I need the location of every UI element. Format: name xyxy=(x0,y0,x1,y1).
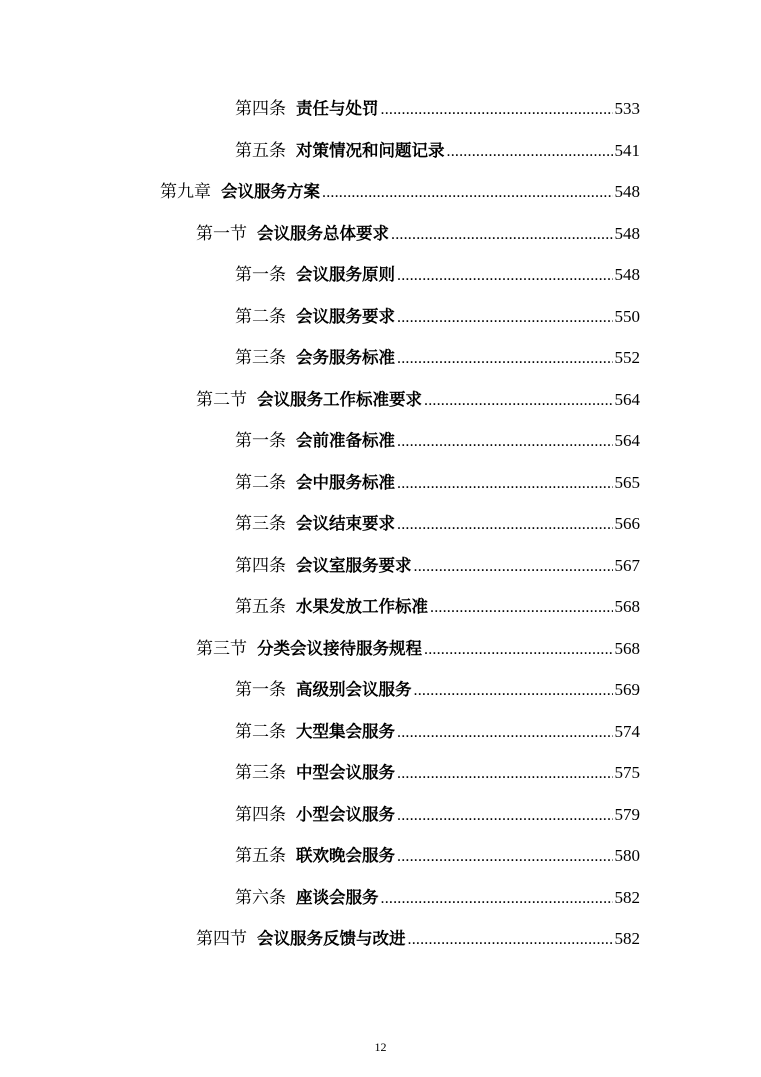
toc-entry-page: 548 xyxy=(614,265,640,284)
toc-entry-page: 569 xyxy=(614,680,640,699)
toc-entry-number: 第四节 xyxy=(196,929,247,949)
toc-entry xyxy=(196,638,640,660)
toc-entry-number: 第六条 xyxy=(235,888,286,908)
toc-entry-number: 第一条 xyxy=(235,431,286,451)
toc-entry xyxy=(196,389,640,411)
toc-entry-title: 对策情况和问题记录 xyxy=(296,141,445,160)
toc-entry-page: 568 xyxy=(614,639,640,658)
toc-entry-number: 第三节 xyxy=(196,639,247,659)
toc-entry xyxy=(235,555,640,577)
toc-entry xyxy=(235,306,640,328)
toc-entry-number: 第一节 xyxy=(196,224,247,244)
toc-entry-title: 会议服务总体要求 xyxy=(257,224,389,243)
toc-entry-title: 联欢晚会服务 xyxy=(296,846,395,865)
toc-entry-number: 第四条 xyxy=(235,99,286,119)
toc-entry-page: 582 xyxy=(614,929,640,948)
toc-entry xyxy=(235,721,640,743)
toc-entry-title: 中型会议服务 xyxy=(296,763,395,782)
toc-dot-leader xyxy=(381,888,613,910)
toc-dot-leader xyxy=(397,265,613,287)
toc-entry-number: 第二条 xyxy=(235,307,286,327)
toc-entry-number: 第二条 xyxy=(235,473,286,493)
toc-entry-page: 580 xyxy=(614,846,640,865)
toc-entry-title: 会务服务标准 xyxy=(296,348,395,367)
toc-entry-number: 第一条 xyxy=(235,265,286,285)
toc-entry-page: 568 xyxy=(614,597,640,616)
toc-entry-title: 会议室服务要求 xyxy=(296,556,412,575)
toc-entry-number: 第四条 xyxy=(235,556,286,576)
toc-dot-leader xyxy=(397,722,613,744)
toc-entry-title: 责任与处罚 xyxy=(296,99,379,118)
toc-dot-leader xyxy=(424,639,613,661)
toc-entry-title: 会议服务要求 xyxy=(296,307,395,326)
toc-entry-number: 第二条 xyxy=(235,722,286,742)
toc-entry-number: 第九章 xyxy=(160,182,211,202)
toc-dot-leader xyxy=(447,141,613,163)
toc-entry-title: 会议服务方案 xyxy=(221,182,320,201)
toc-entry-title: 高级别会议服务 xyxy=(296,680,412,699)
toc-entry-page: 565 xyxy=(614,473,640,492)
toc-entry-page: 582 xyxy=(614,888,640,907)
toc-entry xyxy=(235,845,640,867)
toc-entry-number: 第三条 xyxy=(235,514,286,534)
toc-entry-title: 会中服务标准 xyxy=(296,473,395,492)
toc-entry xyxy=(235,264,640,286)
toc-entry-title: 会前准备标准 xyxy=(296,431,395,450)
toc-entry xyxy=(235,596,640,618)
toc-entry xyxy=(196,928,640,950)
toc-entry-page: 579 xyxy=(614,805,640,824)
toc-entry-title: 大型集会服务 xyxy=(296,722,395,741)
toc-entry-title: 会议服务工作标准要求 xyxy=(257,390,422,409)
toc-dot-leader xyxy=(322,182,613,204)
toc-entry-page: 575 xyxy=(614,763,640,782)
toc-dot-leader xyxy=(397,805,613,827)
toc-entry-number: 第二节 xyxy=(196,390,247,410)
toc-entry-number: 第三条 xyxy=(235,348,286,368)
toc-entry-number: 第四条 xyxy=(235,805,286,825)
toc-entry xyxy=(235,679,640,701)
toc-dot-leader xyxy=(408,929,613,951)
toc-entry-page: 566 xyxy=(614,514,640,533)
toc-entry-page: 564 xyxy=(614,390,640,409)
toc-dot-leader xyxy=(430,597,613,619)
page-number: 12 xyxy=(374,1040,387,1054)
toc-dot-leader xyxy=(424,390,613,412)
toc-entry-page: 548 xyxy=(614,182,640,201)
toc-entry xyxy=(196,223,640,245)
toc-dot-leader xyxy=(397,473,613,495)
toc-entry-number: 第三条 xyxy=(235,763,286,783)
toc-entry-title: 座谈会服务 xyxy=(296,888,379,907)
toc-entry-title: 会议服务原则 xyxy=(296,265,395,284)
toc-entry-page: 550 xyxy=(614,307,640,326)
toc-dot-leader xyxy=(414,556,613,578)
toc-entry xyxy=(235,513,640,535)
toc-dot-leader xyxy=(397,514,613,536)
toc-dot-leader xyxy=(397,431,613,453)
toc-entry-title: 水果发放工作标准 xyxy=(296,597,428,616)
toc-entry-title: 会议结束要求 xyxy=(296,514,395,533)
toc-entry xyxy=(235,430,640,452)
toc-entry-page: 541 xyxy=(614,141,640,160)
toc-entry-number: 第一条 xyxy=(235,680,286,700)
toc-entry xyxy=(235,140,640,162)
toc-entry-title: 分类会议接待服务规程 xyxy=(257,639,422,658)
toc-entry xyxy=(235,887,640,909)
toc-entry xyxy=(235,472,640,494)
toc-dot-leader xyxy=(397,763,613,785)
toc-entry-number: 第五条 xyxy=(235,141,286,161)
toc-entry xyxy=(235,98,640,120)
toc-entry xyxy=(235,762,640,784)
toc-entry-page: 548 xyxy=(614,224,640,243)
toc-entry-page: 533 xyxy=(614,99,640,118)
toc-entry xyxy=(235,804,640,826)
toc-entry-page: 552 xyxy=(614,348,640,367)
toc-entry-title: 小型会议服务 xyxy=(296,805,395,824)
toc-entry-title: 会议服务反馈与改进 xyxy=(257,929,406,948)
toc-entry-number: 第五条 xyxy=(235,846,286,866)
toc-dot-leader xyxy=(397,846,613,868)
toc-dot-leader xyxy=(397,307,613,329)
toc-entry-page: 564 xyxy=(614,431,640,450)
toc-entry-number: 第五条 xyxy=(235,597,286,617)
toc-entry-page: 574 xyxy=(614,722,640,741)
toc-dot-leader xyxy=(397,348,613,370)
toc-entry-page: 567 xyxy=(614,556,640,575)
toc-entry xyxy=(160,181,640,203)
toc-entry xyxy=(235,347,640,369)
toc-dot-leader xyxy=(414,680,613,702)
toc-dot-leader xyxy=(381,99,613,121)
toc-dot-leader xyxy=(391,224,613,246)
